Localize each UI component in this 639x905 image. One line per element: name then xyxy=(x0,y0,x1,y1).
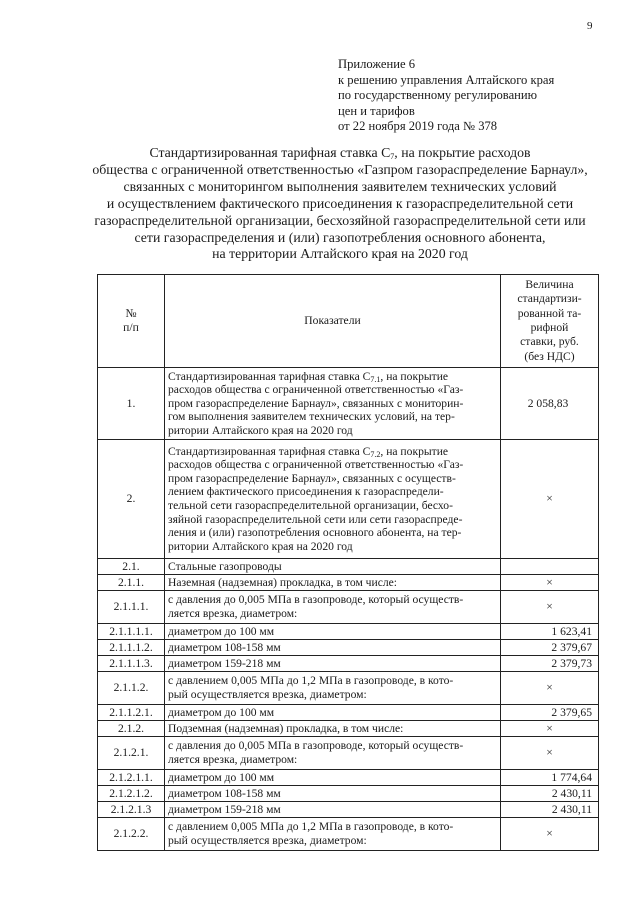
appendix-line: по государственному регулированию xyxy=(338,88,538,103)
indicator-line: расходов общества с ограниченной ответственностью «Газ- xyxy=(168,458,464,472)
row-number: 2.1. xyxy=(98,559,165,575)
header-value-line: (без НДС) xyxy=(524,349,575,363)
row-value: 1 623,41 xyxy=(501,624,599,640)
indicator-line xyxy=(168,445,497,459)
indicator-subscript: 7.1 xyxy=(370,374,381,384)
header-number-line: п/п xyxy=(123,321,139,334)
row-number: 2.1.1.1. xyxy=(98,591,165,624)
indicator-line: ления и (или) газопотребления основного абонента, на тер- xyxy=(168,526,462,540)
appendix-line: от 22 ноября 2019 года № 378 xyxy=(338,119,498,134)
row-value: 1 774,64 xyxy=(501,770,599,786)
row-number: 2.1.1.2.1. xyxy=(98,705,165,721)
table-row xyxy=(98,656,599,672)
header-value-line: рифной xyxy=(530,321,569,334)
indicator-line: рый осуществляется врезка, диаметром: xyxy=(168,834,367,847)
appendix-line: к решению управления Алтайского края xyxy=(338,72,555,87)
row-number: 2.1.2.1.2. xyxy=(98,786,165,802)
indicator-text: Стандартизированная тарифная ставка С xyxy=(168,369,371,383)
row-value: 2 379,73 xyxy=(501,656,599,672)
indicator-line: тельной сети газораспределительной организации, бесхо- xyxy=(168,499,453,512)
row-value: × xyxy=(501,818,599,851)
title-line: сети газораспределения и (или) газопотребления основного абонента, xyxy=(134,229,546,245)
table-row xyxy=(98,786,599,802)
row-indicator xyxy=(165,591,501,624)
row-number: 2.1.2.1.1. xyxy=(98,770,165,786)
row-number: 1. xyxy=(98,368,165,440)
indicator-line: пром газораспределение Барнаул», связанных с осуществ- xyxy=(168,471,456,485)
appendix-line: Приложение 6 xyxy=(338,57,416,71)
indicator-line: ритории Алтайского края на 2020 год xyxy=(168,423,353,437)
indicator-line: зяйной газораспределительной сети или сети газораспреде- xyxy=(168,512,463,526)
row-indicator xyxy=(165,440,501,559)
table-row xyxy=(98,575,599,591)
row-indicator: диаметром 159-218 мм xyxy=(165,802,501,818)
row-value: 2 430,11 xyxy=(501,786,599,802)
row-number: 2.1.1. xyxy=(98,575,165,591)
title-line: на территории Алтайского края на 2020 год xyxy=(212,246,468,262)
row-value: × xyxy=(501,440,599,559)
header-value-line: ставки, руб. xyxy=(520,335,579,349)
header-indicators: Показатели xyxy=(165,275,501,368)
row-number: 2.1.2.1.3 xyxy=(98,802,165,818)
row-indicator: диаметром 159-218 мм xyxy=(165,656,501,672)
row-number: 2.1.2.2. xyxy=(98,818,165,851)
table-row xyxy=(98,737,599,770)
indicator-subscript: 7.2 xyxy=(370,449,381,459)
row-indicator: Наземная (надземная) прокладка, в том числе: xyxy=(165,575,501,591)
table-row xyxy=(98,721,599,737)
row-value: × xyxy=(501,737,599,770)
row-indicator: Стальные газопроводы xyxy=(165,559,501,575)
table-row xyxy=(98,440,599,559)
table-header-row xyxy=(98,275,599,368)
table-row xyxy=(98,559,599,575)
title-subscript: 7 xyxy=(390,152,395,161)
row-number: 2. xyxy=(98,440,165,559)
header-value-line: Величина xyxy=(525,277,574,291)
row-indicator xyxy=(165,672,501,705)
row-value: 2 430,11 xyxy=(501,802,599,818)
header-value xyxy=(501,275,599,368)
indicator-text: , на покрытие xyxy=(380,444,449,458)
table-row xyxy=(98,818,599,851)
indicator-line xyxy=(168,370,497,384)
row-number: 2.1.2. xyxy=(98,721,165,737)
row-indicator: диаметром до 100 мм xyxy=(165,624,501,640)
title-line: газораспределительной организации, бесхозяйной газораспределительной сети или xyxy=(94,212,586,228)
indicator-text: Стандартизированная тарифная ставка С xyxy=(168,444,371,458)
row-indicator: диаметром 108-158 мм xyxy=(165,640,501,656)
row-indicator: Подземная (надземная) прокладка, в том числе: xyxy=(165,721,501,737)
indicator-line: с давлением 0,005 МПа до 1,2 МПа в газопроводе, в кото- xyxy=(168,820,454,834)
row-number: 2.1.1.2. xyxy=(98,672,165,705)
indicator-line: с давлением 0,005 МПа до 1,2 МПа в газопроводе, в кото- xyxy=(168,674,454,688)
row-indicator: диаметром до 100 мм xyxy=(165,705,501,721)
row-value: × xyxy=(501,672,599,705)
document-title xyxy=(60,145,620,263)
appendix-reference xyxy=(338,57,554,135)
title-text: Стандартизированная тарифная ставка С xyxy=(149,145,391,160)
table-row xyxy=(98,705,599,721)
row-value: 2 379,65 xyxy=(501,705,599,721)
indicator-line: гом выполнения заявителем технических условий, на тер- xyxy=(168,410,455,424)
header-number xyxy=(98,275,165,368)
title-line xyxy=(60,145,620,162)
row-number: 2.1.1.1.1. xyxy=(98,624,165,640)
indicator-line: с давления до 0,005 МПа в газопроводе, который осуществ- xyxy=(168,739,464,753)
title-line: общества с ограниченной ответственностью «Газпром газораспределение Барнаул», xyxy=(92,161,588,177)
title-line: связанных с мониторингом выполнения заявителем технических условий xyxy=(123,178,557,194)
row-value: × xyxy=(501,591,599,624)
table-row xyxy=(98,770,599,786)
indicator-line: пром газораспределение Барнаул», связанных с мониторин- xyxy=(168,396,464,410)
row-indicator xyxy=(165,818,501,851)
header-value-line: рованной та- xyxy=(517,306,582,320)
table-row xyxy=(98,624,599,640)
table-row xyxy=(98,640,599,656)
row-indicator xyxy=(165,368,501,440)
row-number: 2.1.1.1.2. xyxy=(98,640,165,656)
row-value: × xyxy=(501,575,599,591)
header-value-line: стандартизи- xyxy=(517,292,582,306)
row-value: 2 058,83 xyxy=(501,368,599,440)
indicator-line: расходов общества с ограниченной ответственностью «Газ- xyxy=(168,383,464,397)
indicator-line: ритории Алтайского края на 2020 год xyxy=(168,539,353,553)
indicator-line: рый осуществляется врезка, диаметром: xyxy=(168,688,367,701)
indicator-text: , на покрытие xyxy=(380,369,449,383)
row-value xyxy=(501,559,599,575)
row-indicator xyxy=(165,737,501,770)
table-row xyxy=(98,802,599,818)
row-value: 2 379,67 xyxy=(501,640,599,656)
row-indicator: диаметром до 100 мм xyxy=(165,770,501,786)
indicator-line: ляется врезка, диаметром: xyxy=(168,607,298,620)
row-number: 2.1.2.1. xyxy=(98,737,165,770)
header-number-line: № xyxy=(125,307,137,321)
page-number: 9 xyxy=(587,20,593,32)
table-row xyxy=(98,591,599,624)
table-row xyxy=(98,368,599,440)
indicator-line: ляется врезка, диаметром: xyxy=(168,753,298,766)
row-value: × xyxy=(501,721,599,737)
row-number: 2.1.1.1.3. xyxy=(98,656,165,672)
tariff-table xyxy=(97,274,599,851)
appendix-line: цен и тарифов xyxy=(338,103,415,118)
indicator-line: с давления до 0,005 МПа в газопроводе, который осуществ- xyxy=(168,593,464,607)
table-row xyxy=(98,672,599,705)
title-text: , на покрытие расходов xyxy=(394,145,531,160)
row-indicator: диаметром 108-158 мм xyxy=(165,786,501,802)
title-line: и осуществлением фактического присоединения к газораспределительной сети xyxy=(106,195,574,211)
indicator-line: лением фактического присоединения к газораспредели- xyxy=(168,485,444,499)
